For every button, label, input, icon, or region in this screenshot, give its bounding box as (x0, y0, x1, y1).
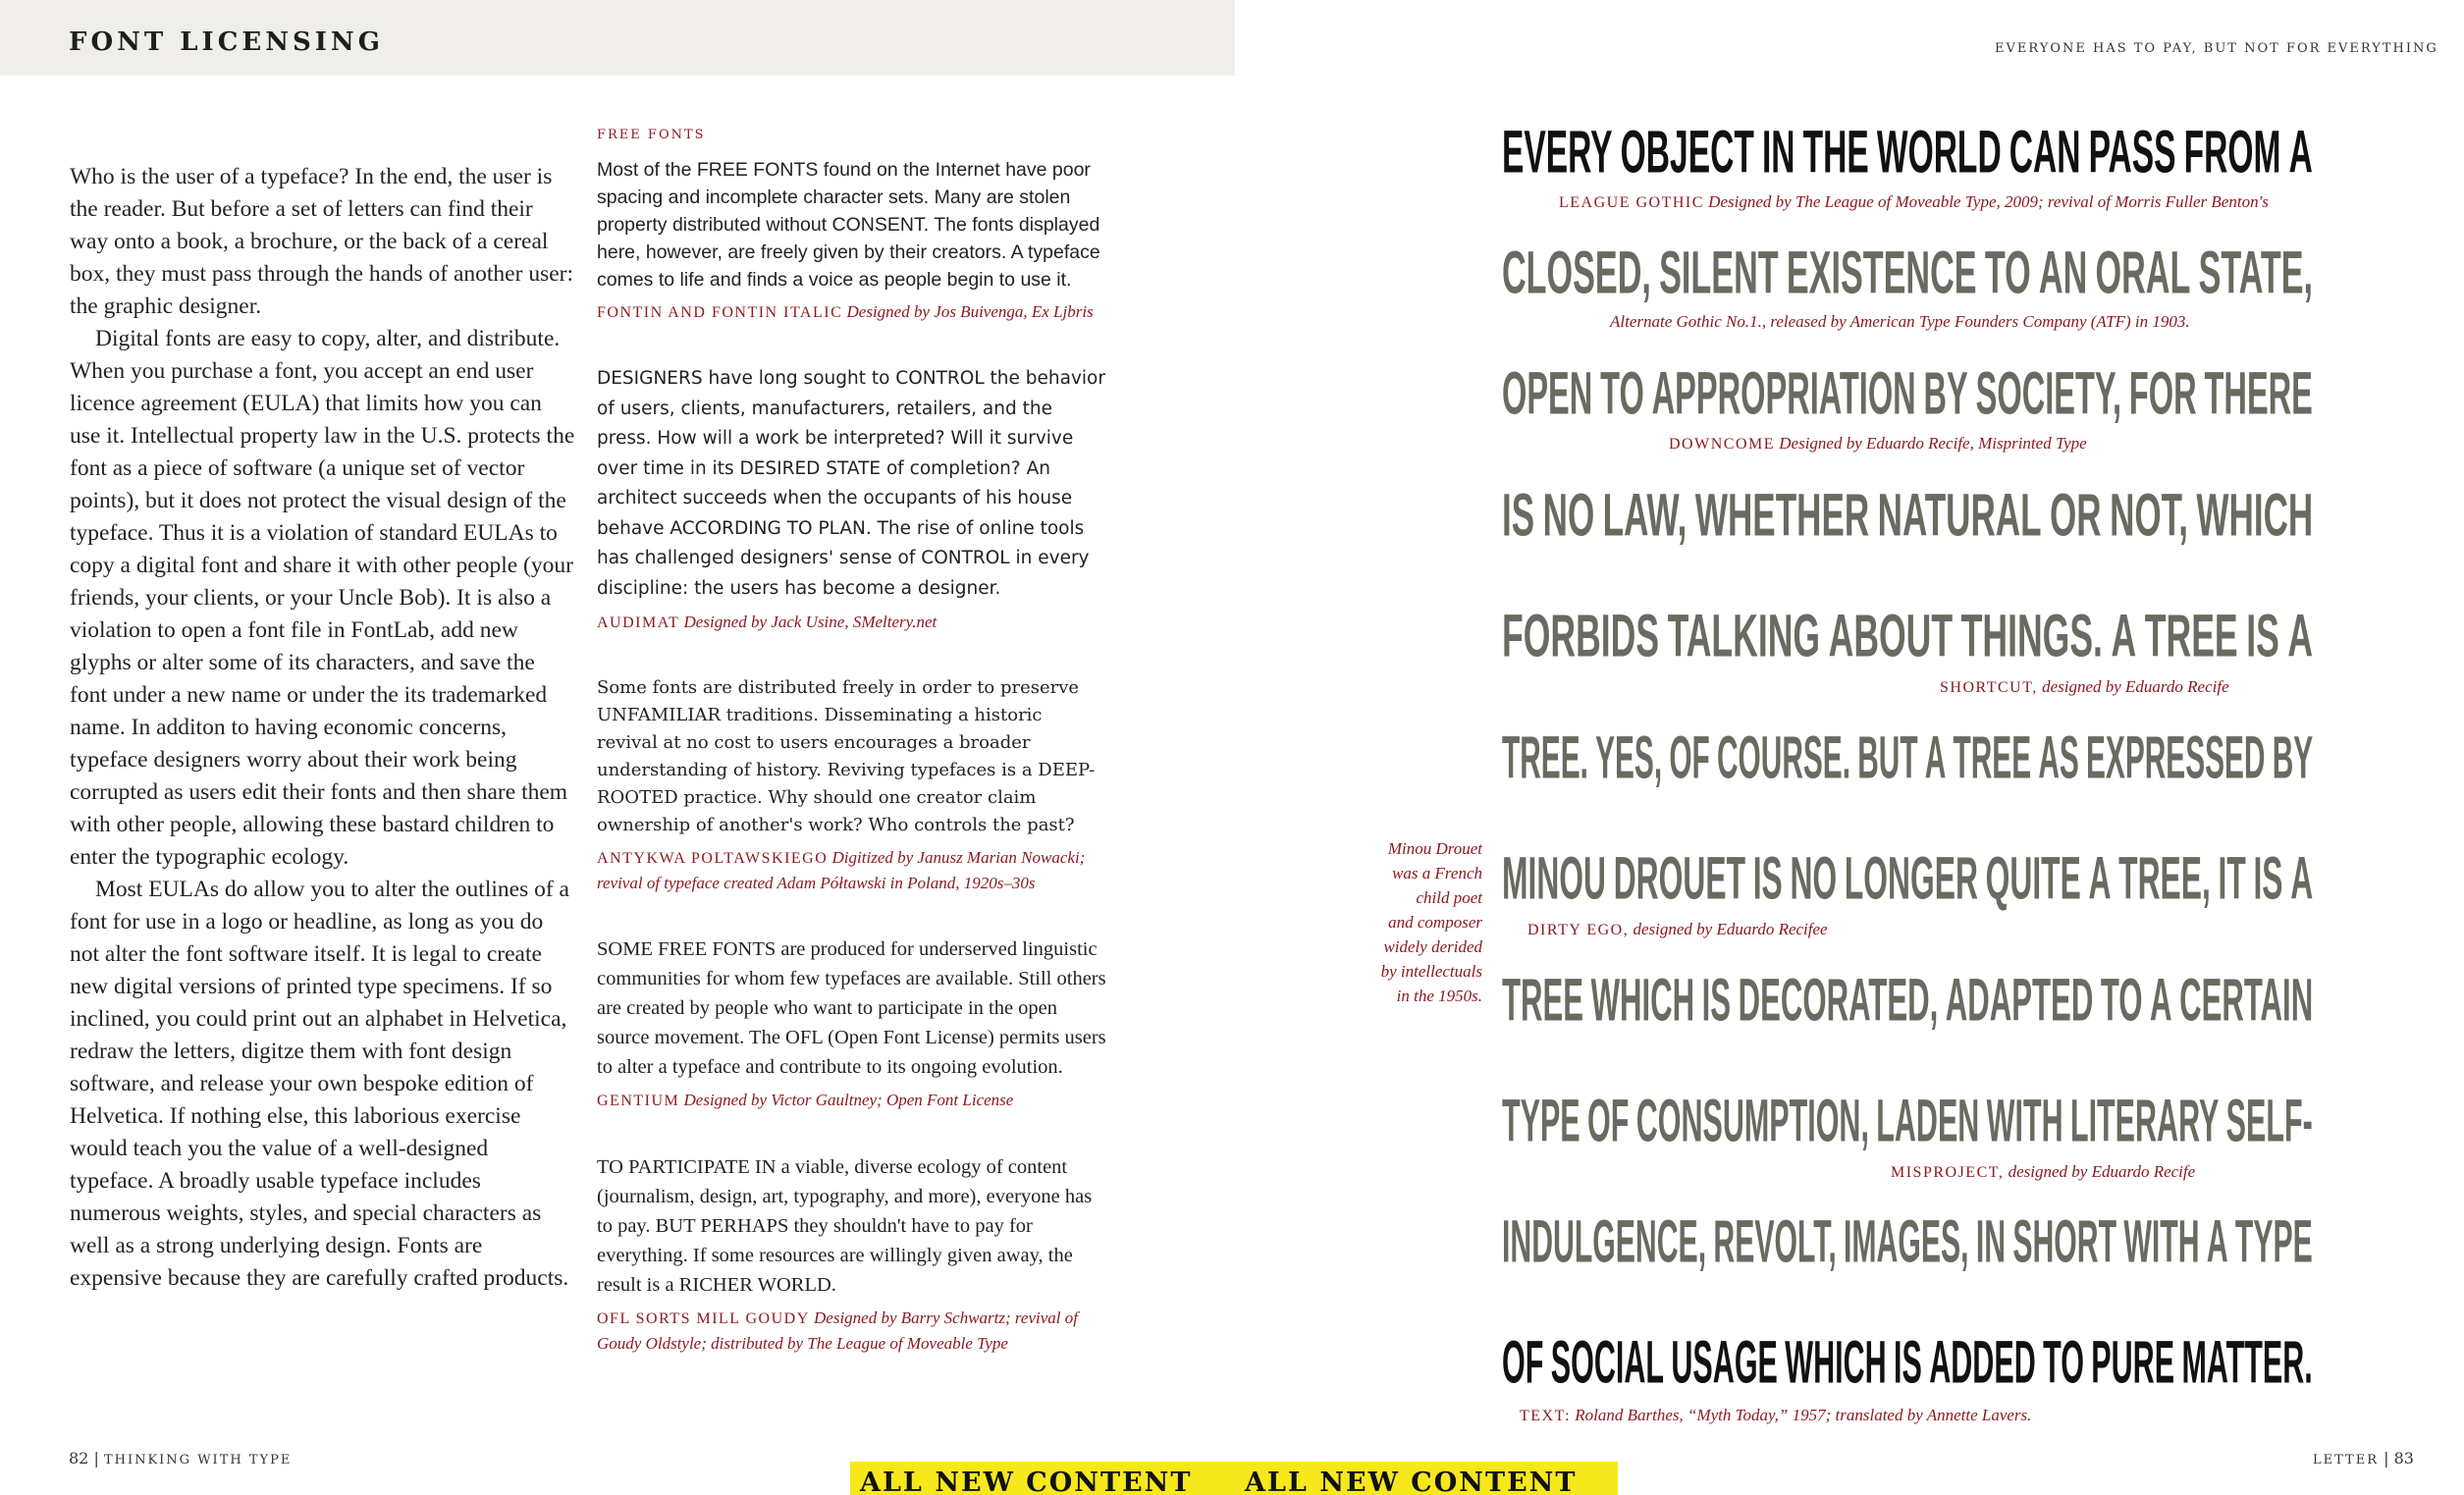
quote-line (1502, 239, 2314, 307)
quote-word: TREE, (2118, 845, 2211, 913)
page-number: 82 (69, 1449, 89, 1468)
quote-line (1502, 1328, 2313, 1397)
body-paragraph: Who is the user of a typeface? In the end, the user is the reader. But before a set of letters can find their way onto a book, a brochure, or the back of a cereal box, they must pass through the hands of another user: the graphic designer. (70, 164, 573, 319)
folio-divider: | (93, 1449, 104, 1468)
caption-font-name: ANTYKWA POLTAWSKIEGO (597, 850, 829, 867)
quote-word: FROM (2183, 119, 2281, 187)
quote-word: LADEN (1876, 1088, 1980, 1155)
quote-word: WORLD (1876, 119, 2002, 187)
new-content-banner (850, 1462, 1235, 1495)
right-caption (1610, 312, 2190, 332)
caption-font-name: OFL SORTS MILL GOUDY (597, 1310, 810, 1327)
quote-word: EXISTENCE (1786, 240, 1977, 307)
quote-word: MINOU (1502, 845, 1607, 913)
caption-credit: designed by Eduardo Recife (2008, 1162, 2196, 1181)
quote-word: IS (2253, 845, 2283, 913)
quote-word: THERE (2204, 360, 2313, 428)
quote-word: SHORT (2012, 1208, 2117, 1276)
quote-word: STATE, (2198, 240, 2314, 307)
quote-line (1502, 359, 2313, 428)
caption-credit: Alternate Gothic No.1., released by American Type Founders Company (ATF) in 1903. (1610, 312, 2190, 331)
right-caption (1559, 192, 2269, 212)
specimen-caption (597, 845, 1107, 895)
quote-word: NO (1542, 482, 1595, 550)
quote-word: LONGER (1844, 845, 1978, 913)
quote-word: TALKING (1667, 603, 1821, 670)
caption-font-name: MISPROJECT, (1891, 1164, 2005, 1181)
quote-word: TREE (2144, 603, 2238, 670)
quote-line (1502, 1087, 2313, 1155)
quote-line (1502, 481, 2314, 550)
quote-word: LAW, (1602, 482, 1687, 550)
right-caption (1520, 1406, 2031, 1425)
quote-word: IS (2246, 603, 2279, 670)
quote-word: EVERY (1502, 119, 1613, 187)
quote-word: NOT, (2110, 482, 2188, 550)
quote-word: A (2287, 603, 2314, 670)
quote-word: FORBIDS (1502, 603, 1660, 670)
running-head: EVERYONE HAS TO PAY, BUT NOT FOR EVERYTHING (1995, 41, 2438, 56)
quote-word: PASS (2088, 119, 2176, 187)
note-line: and composer (1388, 913, 1482, 932)
caption-credit: Designed by Victor Gaultney; Open Font License (683, 1091, 1014, 1109)
quote-word: BY (1923, 360, 1968, 428)
caption-font-name: DOWNCOME (1669, 436, 1775, 453)
quote-word: SOCIETY, (1975, 360, 2122, 428)
caption-credit: Designed by Jack Usine, SMeltery.net (683, 613, 937, 631)
note-line: was a French (1392, 864, 1482, 882)
quote-word: OF (1502, 1329, 1544, 1397)
quote-word: WHICH (2196, 482, 2314, 550)
quote-word: WHETHER (1694, 482, 1870, 550)
quote-line (1502, 602, 2314, 670)
quote-word: A (2088, 845, 2112, 913)
free-fonts-kicker: FREE FONTS (597, 128, 706, 142)
body-paragraph: Most EULAs do allow you to alter the outlines of a font for use in a logo or headline, as long as you do not alter the font software itself. It is legal to create new digital versions of printed type specimens. If so inclined, you could print out an alphabet in Helvetica, redraw the letters, digitze them with font design software, and release your own bespoke edition of Helvetica. If nothing else, this laborious exercise would teach you the value of a well-designed typeface. A broadly usable typeface includes numerous weights, styles, and special characters as well as a strong underlying design. Fonts are expensive because they are carefully crafted products. (70, 877, 569, 1291)
quote-word: THE (1802, 119, 1869, 187)
right-caption (1940, 677, 2229, 697)
caption-font-name: SHORTCUT, (1940, 679, 2038, 696)
banner-label: ALL NEW CONTENT (860, 1468, 1193, 1495)
quote-line (1502, 844, 2314, 913)
caption-credit: Designed by The League of Moveable Type, 2009; revival of Morris Fuller Benton's (1708, 192, 2269, 211)
quote-word: OR (2049, 482, 2102, 550)
caption-credit: Designed by Eduardo Recife, Misprinted Type (1779, 434, 2087, 453)
quote-line-text (1502, 118, 2313, 187)
quote-word: A (1924, 724, 1947, 792)
quote-word: ORAL (2095, 240, 2191, 307)
quote-line-text (1502, 481, 2313, 550)
quote-word: DECORATED, (1738, 967, 1939, 1035)
specimen-text: SOME FREE FONTS are produced for underserved linguistic communities for whom few typefaces are available. Still others are created by people who want to participate in the open source movement. The OFL (Open Font License) permits users to alter a typeface and contribute to its ongoing evolution. (597, 938, 1106, 1078)
quote-line-text (1502, 359, 2313, 428)
chapter-label: LETTER (2313, 1453, 2379, 1468)
quote-word: THINGS. (1960, 603, 2103, 670)
quote-word: REVOLT, (1713, 1208, 1837, 1276)
quote-word: SOCIAL (1550, 1329, 1665, 1397)
note-line: in the 1950s. (1396, 987, 1482, 1005)
quote-line-text (1502, 602, 2313, 670)
quote-line (1502, 118, 2313, 187)
caption-credit: Roland Barthes, “Myth Today,” 1957; translated by Annette Lavers. (1575, 1406, 2032, 1424)
quote-word: WITH (1986, 1088, 2063, 1155)
note-line: Minou Drouet (1387, 839, 1482, 858)
quote-word: CERTAIN (2179, 967, 2314, 1035)
quote-word: NATURAL (1877, 482, 2042, 550)
quote-word: IN (1975, 1208, 2007, 1276)
quote-word: CONSUMPTION, (1635, 1088, 1869, 1155)
quote-word: BY (2272, 724, 2314, 792)
font-specimen (597, 364, 1107, 635)
quote-word: APPROPRIATION (1651, 360, 1916, 428)
specimen-caption (597, 610, 1107, 635)
font-specimen (597, 156, 1107, 325)
quote-line-text (1502, 844, 2313, 913)
quote-word: TREE (1502, 967, 1584, 1035)
folio-right (2313, 1449, 2414, 1468)
right-caption (1527, 920, 1828, 939)
quote-word: A (2150, 967, 2172, 1035)
quote-line-text (1502, 723, 2313, 792)
quote-word: PURE (2091, 1329, 2175, 1397)
section-title: FONT LICENSING (69, 27, 384, 57)
quote-word: A (2206, 1208, 2228, 1276)
quote-word: SELF- (2225, 1088, 2313, 1155)
new-content-banner (1235, 1462, 1618, 1495)
quote-word: SILENT (1659, 240, 1779, 307)
quote-word: WHICH (1785, 1329, 1887, 1397)
quote-line-text (1502, 1087, 2313, 1155)
quote-word: CAN (2009, 119, 2081, 187)
quote-line-text (1502, 1207, 2313, 1276)
quote-word: OBJECT (1620, 119, 1754, 187)
free-fonts-column (597, 128, 1107, 1395)
quote-word: USAGE (1671, 1329, 1778, 1397)
quote-word: TO (1600, 360, 1644, 428)
quote-word: A (2290, 845, 2314, 913)
font-specimen (597, 1152, 1107, 1356)
specimen-text: Some fonts are distributed freely in order to preserve UNFAMILIAR traditions. Disseminating a historic revival at no cost to users encourages a broader understanding of history. Reviving typefaces is a DEEP-ROOTED practice. Why should one creator claim ownership of another's work? Who controls the past? (597, 677, 1096, 835)
quote-word: IT (2218, 845, 2246, 913)
minou-drouet-note (1337, 836, 1482, 1008)
specimen-text: TO PARTICIPATE IN a viable, diverse ecology of content (journalism, design, art, typography, and more), everyone has to pay. BUT PERHAPS they shouldn't have to pay for everything. If some resources are willingly given away, the result is a RICHER WORLD. (597, 1156, 1093, 1296)
note-line: by intellectuals (1380, 962, 1482, 981)
caption-font-name: DIRTY EGO, (1527, 922, 1630, 938)
caption-font-name: AUDIMAT (597, 614, 680, 631)
body-text-column (70, 161, 575, 1295)
quote-word: IN (1761, 119, 1795, 187)
quote-line (1502, 1207, 2313, 1276)
quote-word: IMAGES, (1843, 1208, 1969, 1276)
quote-word: COURSE. (1716, 724, 1850, 792)
quote-word: MATTER. (2181, 1329, 2313, 1397)
quote-word: IS (1502, 482, 1535, 550)
folio-divider: | (2384, 1449, 2394, 1468)
quote-word: TREE. (1502, 724, 1588, 792)
specimen-caption (597, 1088, 1107, 1113)
quote-line-text (1502, 966, 2313, 1035)
quote-word: TO (2100, 967, 2143, 1035)
quote-word: WHICH (1590, 967, 1695, 1035)
quote-line (1502, 723, 2314, 792)
caption-font-name: TEXT: (1520, 1408, 1572, 1424)
quote-word: YES, (1595, 724, 1663, 792)
quote-word: OF (1587, 1088, 1630, 1155)
quote-word: OF (1669, 724, 1710, 792)
font-specimen (597, 674, 1107, 895)
quote-word: AN (2038, 240, 2088, 307)
quote-word: TYPE (1502, 1088, 1580, 1155)
body-paragraph: Digital fonts are easy to copy, alter, and distribute. When you purchase a font, you accept an end user licence agreement (EULA) that limits how you can use it. Intellectual property law in the U.S. protects the font as a piece of software (a unique set of vector points), but it does not protect the visual design of the typeface. Thus it is a violation of standard EULAs to copy a digital font and share it with other people (your friends, your clients, or your Uncle Bob). It is also a violation to open a font file in FontLab, add new glyphs or alter some of its characters, and save the font under a new name or under the its trademarked name. In additon to having economic concerns, typeface designers worry about their work being corrupted as users edit their fonts and then share them with other people, allowing these bastard children to enter the typographic ecology. (70, 326, 575, 870)
specimen-caption (597, 299, 1107, 325)
caption-font-name: GENTIUM (597, 1093, 680, 1109)
quote-word: EXPRESSED (2086, 724, 2266, 792)
quote-word: A (2111, 603, 2137, 670)
quote-word: BUT (1857, 724, 1918, 792)
quote-line-text (1502, 1328, 2313, 1397)
quote-word: TYPE (2234, 1208, 2313, 1276)
quote-word: IS (1701, 967, 1732, 1035)
quote-word: WITH (2123, 1208, 2200, 1276)
caption-credit: Designed by Jos Buivenga, Ex Ljbris (846, 302, 1094, 321)
caption-font-name: LEAGUE GOTHIC (1559, 194, 1704, 211)
quote-word: QUITE (1985, 845, 2081, 913)
caption-credit: Digitized by Janusz Marian Nowacki; revival of typeface created Adam Półtawski in Poland, 1920s–30s (597, 848, 1086, 892)
quote-word: LITERARY (2069, 1088, 2220, 1155)
book-title: THINKING WITH TYPE (103, 1453, 293, 1468)
caption-credit: designed by Eduardo Recife (2042, 677, 2229, 696)
quote-word: INDULGENCE, (1502, 1208, 1707, 1276)
quote-word: TO (2043, 1329, 2084, 1397)
banner-label: ALL NEW CONTENT (1245, 1468, 1578, 1495)
quote-word: CLOSED, (1502, 240, 1651, 307)
quote-line (1502, 966, 2314, 1035)
quote-word: ADAPTED (1945, 967, 2094, 1035)
font-specimen (597, 934, 1107, 1113)
quote-word: AS (2038, 724, 2079, 792)
quote-word: IS (1894, 1329, 1922, 1397)
note-line: child poet (1416, 888, 1482, 907)
quote-word: TREE (1953, 724, 2032, 792)
caption-font-name: FONTIN AND FONTIN ITALIC (597, 304, 843, 321)
quote-word: DROUET (1613, 845, 1746, 913)
quote-word: ADDED (1929, 1329, 2036, 1397)
quote-word: IS (1752, 845, 1783, 913)
right-caption (1891, 1162, 2195, 1182)
right-caption (1669, 434, 2087, 454)
folio-left (69, 1449, 292, 1468)
page-number: 83 (2393, 1449, 2414, 1468)
quote-word: ABOUT (1828, 603, 1954, 670)
note-line: widely derided (1383, 937, 1482, 956)
quote-word: TO (1984, 240, 2031, 307)
specimen-caption (597, 1306, 1107, 1356)
caption-credit: Designed by Barry Schwartz; revival of Goudy Oldstyle; distributed by The League of Moveable Type (597, 1308, 1078, 1353)
quote-word: FOR (2128, 360, 2197, 428)
caption-credit: designed by Eduardo Recifee (1633, 920, 1828, 938)
quote-word: OPEN (1502, 360, 1593, 428)
quote-word: A (2288, 119, 2313, 187)
specimen-text: DESIGNERS have long sought to CONTROL the behavior of users, clients, manufacturers, retailers, and the press. How will a work be interpreted? Will it survive over time in its DESIRED STATE of completion? An architect succeeds when the occupants of his house behave ACCORDING TO PLAN. The rise of online tools has challenged designers' sense of CONTROL in every discipline: the users has become a designer. (597, 368, 1105, 599)
quote-line-text (1502, 239, 2313, 307)
specimen-text: Most of the FREE FONTS found on the Internet have poor spacing and incomplete character sets. Many are stolen property distributed without CONSENT. The fonts displayed here, however, are freely given by their creators. A typeface comes to life and finds a voice as people begin to use it. (597, 159, 1100, 291)
quote-word: NO (1790, 845, 1838, 913)
